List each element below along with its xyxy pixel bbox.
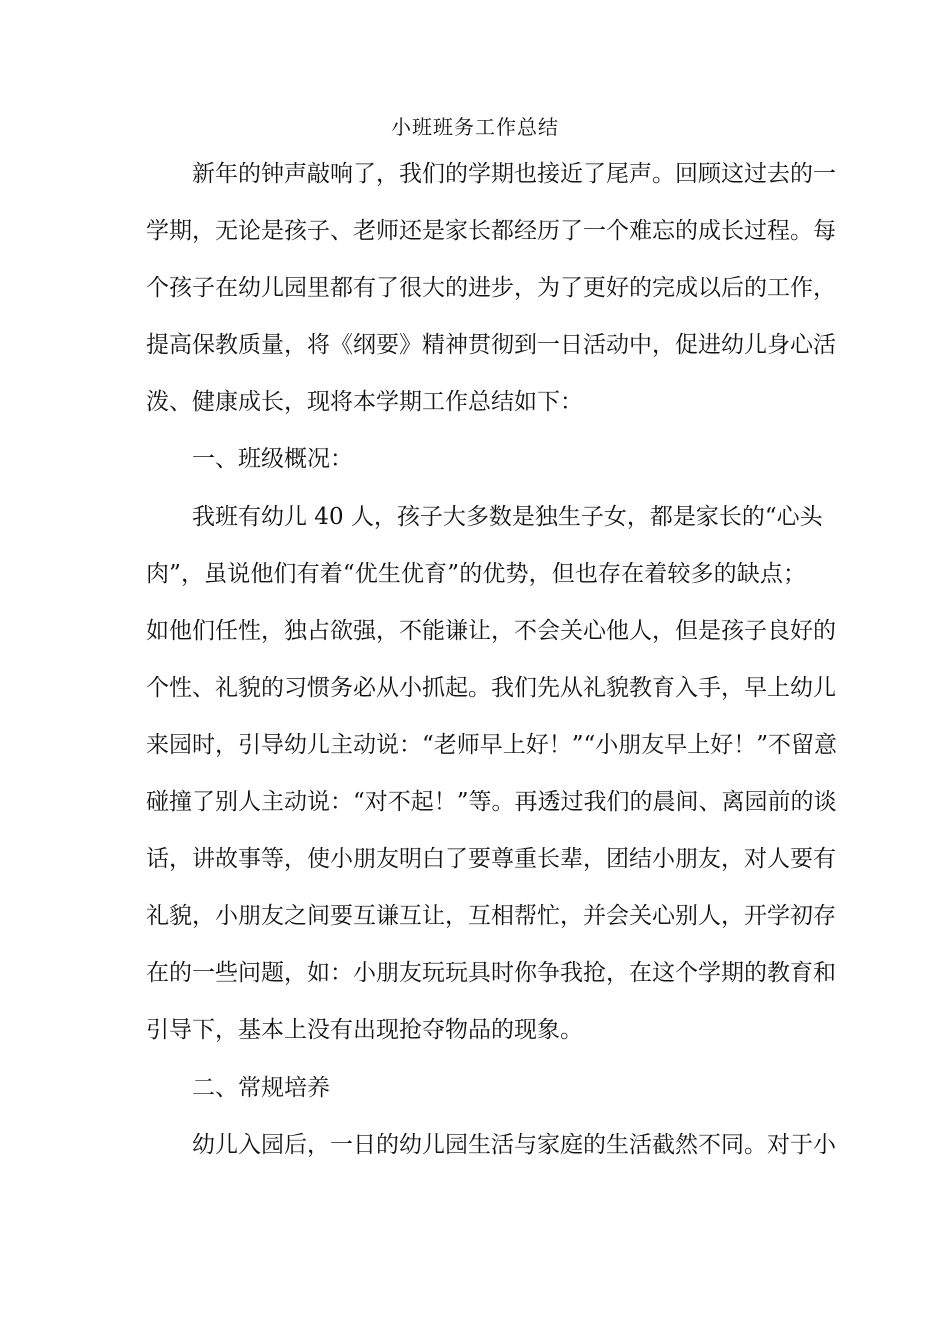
text-line: 提高保教质量，将《纲要》精神贯彻到一日活动中，促进幼儿身心活: [146, 332, 836, 358]
text-line: 礼貌，小朋友之间要互谦互让，互相帮忙，并会关心别人，开学初存: [146, 903, 836, 929]
section-heading: 二、常规培养: [192, 1075, 330, 1101]
section-heading: 一、班级概况：: [192, 446, 353, 472]
text-line: 新年的钟声敲响了，我们的学期也接近了尾声。回顾这过去的一: [192, 161, 836, 187]
text-line: 幼儿入园后，一日的幼儿园生活与家庭的生活截然不同。对于小: [192, 1132, 836, 1158]
text-line: 话，讲故事等，使小朋友明白了要尊重长辈，团结小朋友，对人要有: [146, 846, 836, 872]
text-line: 在的一些问题，如：小朋友玩玩具时你争我抢，在这个学期的教育和: [146, 960, 836, 986]
text-line: 来园时，引导幼儿主动说：“老师早上好！”“小朋友早上好！”不留意: [146, 732, 838, 758]
text-line: 个性、礼貌的习惯务必从小抓起。我们先从礼貌教育入手，早上幼儿: [146, 675, 836, 701]
text-line: 泼、健康成长，现将本学期工作总结如下：: [146, 389, 583, 415]
text-line: 我班有幼儿 40 人，孩子大多数是独生子女，都是家长的“心头: [192, 504, 823, 530]
text-line: 个孩子在幼儿园里都有了很大的进步，为了更好的完成以后的工作，: [146, 275, 836, 301]
text-line: 学期，无论是孩子、老师还是家长都经历了一个难忘的成长过程。每: [146, 218, 836, 244]
text-line: 如他们任性，独占欲强，不能谦让，不会关心他人，但是孩子良好的: [146, 618, 836, 644]
text-line: 碰撞了别人主动说：“对不起！”等。再透过我们的晨间、离园前的谈: [146, 789, 837, 815]
document-title: 小班班务工作总结: [391, 115, 559, 139]
text-line: 引导下，基本上没有出现抢夺物品的现象。: [146, 1017, 583, 1043]
text-line: 肉”，虽说他们有着“优生优育”的优势，但也存在着较多的缺点；: [146, 561, 806, 587]
